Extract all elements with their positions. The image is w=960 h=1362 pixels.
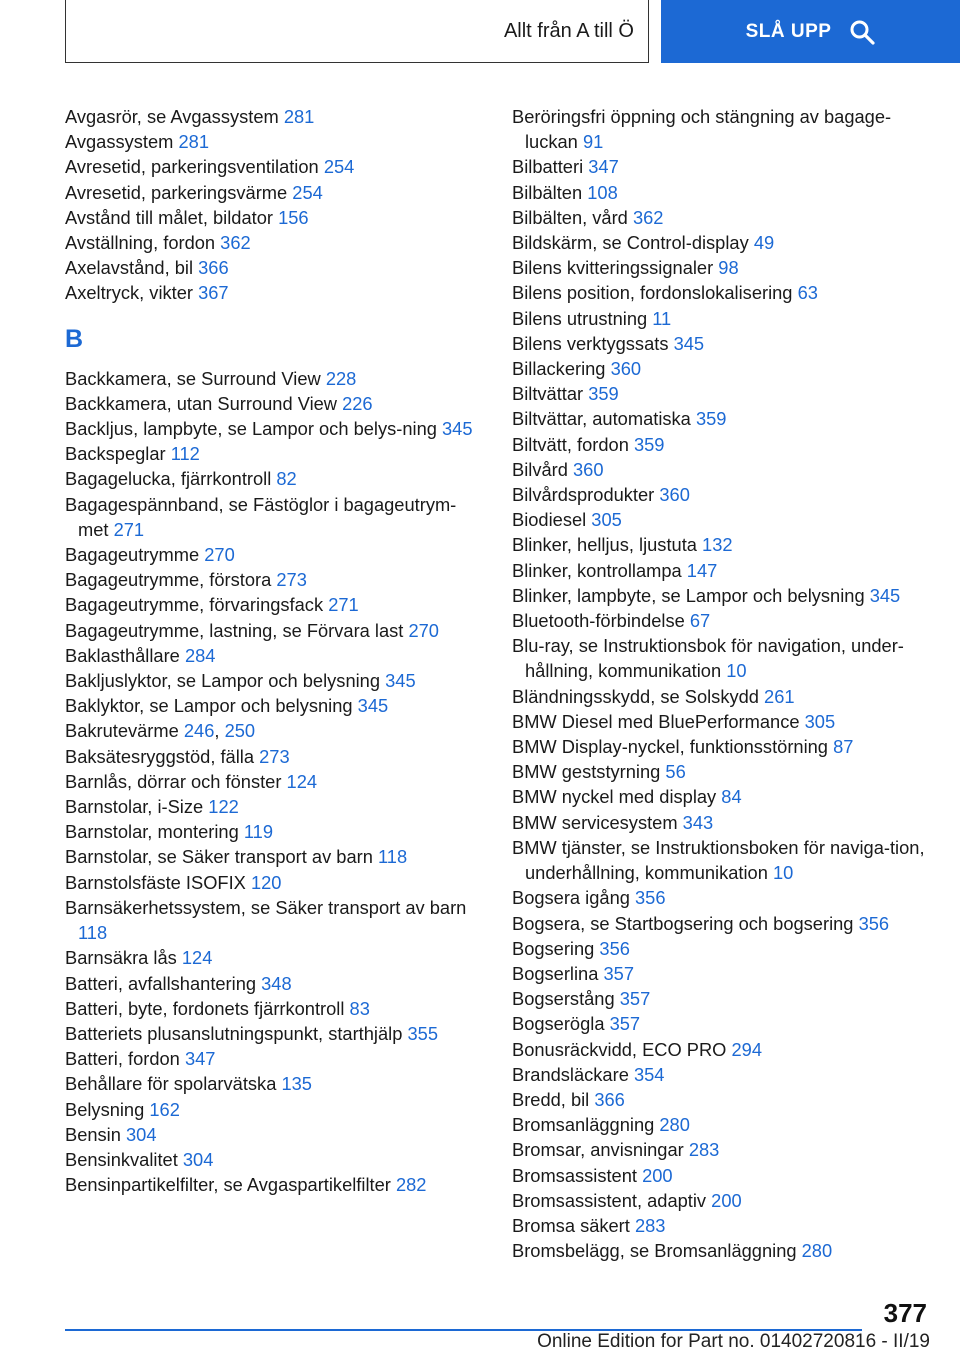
page-reference-link[interactable]: 356 xyxy=(858,912,890,934)
page-reference-link[interactable]: 120 xyxy=(250,871,282,893)
index-entry-term: Bonusräckvidd, ECO PRO xyxy=(512,1038,727,1060)
page-reference-link[interactable]: 281 xyxy=(178,131,209,153)
index-entry xyxy=(512,1238,932,1263)
page-reference-link[interactable]: 254 xyxy=(292,181,323,203)
page-reference-link[interactable]: 67 xyxy=(689,610,711,632)
page-reference-link[interactable]: 135 xyxy=(281,1073,312,1095)
page-reference-link[interactable]: 119 xyxy=(243,821,274,843)
index-entry xyxy=(65,1071,485,1096)
index-entry xyxy=(512,532,932,557)
page-reference-link[interactable]: 250 xyxy=(224,720,256,742)
index-column-left xyxy=(65,104,485,1197)
index-entry-term: Baksätesryggstöd, fälla xyxy=(65,745,255,767)
page-reference-link[interactable]: 147 xyxy=(686,559,718,581)
page-reference-link[interactable]: 83 xyxy=(349,997,370,1019)
index-entry-term: Bluetooth-förbindelse xyxy=(512,610,685,632)
index-entry xyxy=(512,810,932,835)
index-entry xyxy=(65,542,485,567)
index-entry-term: Biltvättar xyxy=(512,383,584,405)
page-reference-link[interactable]: 63 xyxy=(797,282,818,304)
index-entry xyxy=(512,482,932,507)
index-entry xyxy=(512,784,932,809)
index-entry xyxy=(65,1172,485,1197)
page-reference-link[interactable]: 357 xyxy=(609,1013,641,1035)
index-entry xyxy=(512,432,932,457)
index-entry-term: BMW Display-nyckel, funktionsstörning xyxy=(512,736,828,758)
page-reference-link[interactable]: 294 xyxy=(731,1038,762,1060)
index-entry-term: Bensin xyxy=(65,1123,121,1145)
index-entry-term: Bromsanläggning xyxy=(512,1114,655,1136)
page-reference-link[interactable]: 270 xyxy=(204,544,235,566)
index-entry xyxy=(512,684,932,709)
index-entry-term: Bogserstång xyxy=(512,988,615,1010)
page-reference-link[interactable]: 10 xyxy=(772,862,794,884)
index-entry-term: Blinker, kontrollampa xyxy=(512,559,682,581)
index-entry xyxy=(512,633,932,683)
index-entry xyxy=(65,466,485,491)
page-reference-link[interactable]: 270 xyxy=(408,619,439,641)
index-entry xyxy=(65,693,485,718)
index-entry-term: Bagageutrymme, lastning, se Förvara last xyxy=(65,619,404,641)
page-reference-link[interactable]: 124 xyxy=(286,770,318,792)
index-entry xyxy=(512,356,932,381)
page-reference-link[interactable]: 356 xyxy=(599,937,630,959)
index-entry xyxy=(65,366,485,391)
index-entry xyxy=(512,331,932,356)
index-entry xyxy=(65,844,485,869)
index-entry xyxy=(512,406,932,431)
index-entry-term: Blu-ray, se Instruktionsbok för navigation, under-hållning, kommunikation xyxy=(512,635,904,682)
index-entry-term: Bogsera igång xyxy=(512,887,630,909)
page-reference-link[interactable]: 122 xyxy=(208,796,239,818)
page-reference-link[interactable]: 359 xyxy=(633,433,665,455)
index-entry xyxy=(512,1213,932,1238)
index-entry-term: Backljus, lampbyte, se Lampor och belys-ning xyxy=(65,418,437,440)
index-entry-term: Bilens verktygssats xyxy=(512,332,669,354)
index-entry-term: Barnstolar, montering xyxy=(65,821,239,843)
index-entry xyxy=(65,567,485,592)
index-entry-term: Bakrutevärme xyxy=(65,720,179,742)
page-reference-link[interactable]: 49 xyxy=(753,232,775,254)
index-entry xyxy=(512,306,932,331)
index-entry xyxy=(65,769,485,794)
page-reference-link[interactable]: 345 xyxy=(673,332,705,354)
page-reference-link[interactable]: 283 xyxy=(688,1139,720,1161)
page-reference-link[interactable]: 228 xyxy=(325,367,357,389)
index-entry xyxy=(512,1062,932,1087)
index-entry: Bakrutevärme 246, 250 xyxy=(65,720,256,742)
page-reference-link[interactable]: 343 xyxy=(682,811,714,833)
index-entry-term: Bländningsskydd, se Solskydd xyxy=(512,685,759,707)
index-entry xyxy=(65,1147,485,1172)
index-entry xyxy=(512,154,932,179)
index-entry xyxy=(65,492,485,542)
page-reference-link[interactable]: 11 xyxy=(652,307,672,329)
index-entry xyxy=(65,819,485,844)
page-reference-link[interactable]: 345 xyxy=(869,584,901,606)
index-entry xyxy=(512,1087,932,1112)
page-reference-link[interactable]: 118 xyxy=(377,846,408,868)
page-reference-link[interactable]: 362 xyxy=(220,232,251,254)
index-entry-term: Bakljuslyktor, se Lampor och belysning xyxy=(65,670,381,692)
index-entry xyxy=(512,1112,932,1137)
page-reference-link[interactable]: 347 xyxy=(588,156,619,178)
index-entry-term: Blinker, helljus, ljustuta xyxy=(512,534,697,556)
page-reference-link[interactable]: 87 xyxy=(833,736,854,758)
index-entry xyxy=(65,592,485,617)
page-reference-link[interactable]: 304 xyxy=(126,1123,157,1145)
index-entry-term: Bogserögla xyxy=(512,1013,605,1035)
index-entry xyxy=(65,870,485,895)
page-reference-link[interactable]: 359 xyxy=(695,408,727,430)
index-entry xyxy=(512,709,932,734)
index-entry xyxy=(512,230,932,255)
page-reference-link[interactable]: 360 xyxy=(610,358,642,380)
index-entry-term: Beröringsfri öppning och stängning av bagage-luckan xyxy=(512,106,892,153)
index-entry xyxy=(65,104,485,129)
index-entry-term: Barnsäkra lås xyxy=(65,947,177,969)
index-entry xyxy=(65,744,485,769)
page-reference-link[interactable]: 271 xyxy=(328,594,359,616)
page-reference-link[interactable]: 108 xyxy=(587,181,618,203)
page-reference-link[interactable]: 56 xyxy=(665,761,686,783)
index-entry xyxy=(512,1037,932,1062)
index-entry-term: Bilbälten, vård xyxy=(512,206,628,228)
index-entry-term: Bogsera, se Startbogsering och bogsering xyxy=(512,912,854,934)
page-reference-link[interactable]: 162 xyxy=(149,1098,180,1120)
index-entry xyxy=(65,180,485,205)
page-reference-link[interactable]: 200 xyxy=(711,1189,742,1211)
index-entry xyxy=(65,230,485,255)
index-entry-term: Barnstolar, i-Size xyxy=(65,796,204,818)
page-reference-link[interactable]: 347 xyxy=(184,1048,216,1070)
page-reference-link[interactable]: 366 xyxy=(594,1088,625,1110)
index-entry xyxy=(512,734,932,759)
search-icon xyxy=(849,19,875,45)
page-reference-link[interactable]: 10 xyxy=(726,660,747,682)
index-entry xyxy=(512,986,932,1011)
index-entry xyxy=(65,996,485,1021)
index-entry-term: Biltvättar, automatiska xyxy=(512,408,691,430)
page-reference-link[interactable]: 280 xyxy=(801,1240,833,1262)
footer-edition: Online Edition for Part no. 01402720816 - II/19 xyxy=(537,1331,930,1352)
index-entry-term: Bogserlina xyxy=(512,962,599,984)
index-entry xyxy=(512,911,932,936)
page-reference-link[interactable]: 360 xyxy=(659,484,690,506)
index-entry xyxy=(512,835,932,885)
index-entry-term: Baklyktor, se Lampor och belysning xyxy=(65,695,353,717)
page-reference-link[interactable]: 280 xyxy=(659,1114,690,1136)
index-entry-term: Axeltryck, vikter xyxy=(65,282,193,304)
index-entry-term: Backspeglar xyxy=(65,443,166,465)
index-entry xyxy=(65,255,485,280)
index-entry xyxy=(512,381,932,406)
index-entry xyxy=(512,759,932,784)
index-entry-term: Billackering xyxy=(512,358,606,380)
page-reference-link[interactable]: 357 xyxy=(619,988,651,1010)
page-reference-link[interactable]: 304 xyxy=(182,1148,214,1170)
index-entry xyxy=(65,971,485,996)
index-entry xyxy=(512,1163,932,1188)
index-entry xyxy=(512,180,932,205)
index-entry-term: Biltvätt, fordon xyxy=(512,433,629,455)
index-entry-term: Bagagespännband, se Fästöglor i bagageutrym-met xyxy=(65,493,457,540)
page-reference-link[interactable]: 246 xyxy=(183,720,215,742)
page-reference-link[interactable]: 271 xyxy=(113,518,145,540)
page-reference-link[interactable]: 356 xyxy=(635,887,666,909)
section-letter: B xyxy=(65,324,84,353)
page-reference-link[interactable]: 281 xyxy=(283,106,315,127)
index-entry-term: Avgassystem xyxy=(65,131,174,153)
index-entry-term: Backkamera, utan Surround View xyxy=(65,392,337,414)
index-entry xyxy=(65,668,485,693)
index-entry-term: Barnlås, dörrar och fönster xyxy=(65,770,282,792)
page-reference-link[interactable]: 366 xyxy=(198,257,229,279)
page-reference-link[interactable]: 348 xyxy=(261,972,292,994)
index-entry-term: BMW nyckel med display xyxy=(512,786,717,808)
index-entry-term: Bilvårdsprodukter xyxy=(512,484,655,506)
page-reference-link[interactable]: 355 xyxy=(407,1022,438,1044)
page-reference-link[interactable]: 200 xyxy=(642,1164,673,1186)
index-entry xyxy=(512,1188,932,1213)
page-reference-link[interactable]: 132 xyxy=(702,534,733,556)
index-entry-term: Batteri, avfallshantering xyxy=(65,972,257,994)
index-entry-term: Barnstolsfäste ISOFIX xyxy=(65,871,246,893)
index-entry xyxy=(65,1021,485,1046)
index-entry xyxy=(65,154,485,179)
index-entry-term: Bredd, bil xyxy=(512,1088,590,1110)
index-entry xyxy=(512,583,932,608)
index-entry-term: Blinker, lampbyte, se Lampor och belysning xyxy=(512,584,865,606)
index-entry-term: Bilens position, fordonslokalisering xyxy=(512,282,793,304)
index-entry-term: Bilbatteri xyxy=(512,156,584,178)
page-reference-link[interactable]: 359 xyxy=(588,383,619,405)
index-entry xyxy=(512,457,932,482)
index-entry-term: Behållare för spolarvätska xyxy=(65,1073,277,1095)
page-reference-link[interactable]: 345 xyxy=(442,418,473,440)
page-reference-link[interactable]: 112 xyxy=(170,443,200,465)
page-reference-link[interactable]: 367 xyxy=(198,282,229,304)
index-entry-term: Batteri, fordon xyxy=(65,1048,180,1070)
index-entry xyxy=(65,129,485,154)
index-entry xyxy=(65,441,485,466)
search-button[interactable] xyxy=(661,0,960,63)
index-entry-term: Bilens kvitteringssignaler xyxy=(512,257,714,279)
page-reference-link[interactable]: 362 xyxy=(632,206,664,228)
index-entry-term: Bromsa säkert xyxy=(512,1214,630,1236)
page-reference-link[interactable]: 357 xyxy=(603,962,634,984)
section-title: Allt från A till Ö xyxy=(503,19,634,42)
page-reference-link[interactable]: 284 xyxy=(184,644,216,666)
index-entry xyxy=(512,255,932,280)
index-entry xyxy=(512,558,932,583)
index-entry-term: Bensinkvalitet xyxy=(65,1148,178,1170)
index-entry-term: Belysning xyxy=(65,1098,145,1120)
page-reference-link[interactable]: 282 xyxy=(395,1174,427,1196)
index-entry-term: Barnsäkerhetssystem, se Säker transport av barn xyxy=(65,896,467,918)
index-entry-term: Bildskärm, se Control-display xyxy=(512,232,749,254)
page-reference-link[interactable]: 273 xyxy=(276,569,307,591)
index-group-b xyxy=(65,366,485,1198)
index-entry-term: Avresetid, parkeringsventilation xyxy=(65,156,319,178)
index-entry-term: BMW geststyrning xyxy=(512,761,661,783)
index-entry-term: Bromsbelägg, se Bromsanläggning xyxy=(512,1240,797,1262)
page-reference-link[interactable]: 124 xyxy=(181,947,213,969)
index-entry xyxy=(65,1122,485,1147)
index-entry-term: Bagageutrymme xyxy=(65,544,200,566)
page-reference-link[interactable]: 283 xyxy=(634,1214,666,1236)
index-group-b-continued xyxy=(512,104,932,1263)
index-column-right xyxy=(512,104,932,1263)
index-entry xyxy=(512,885,932,910)
index-entry-term: Bagagelucka, fjärrkontroll xyxy=(65,468,272,490)
page-reference-link[interactable]: 305 xyxy=(591,509,622,531)
index-entry xyxy=(512,507,932,532)
index-entry xyxy=(65,391,485,416)
index-entry-term: Avställning, fordon xyxy=(65,232,216,254)
index-entry-term: BMW servicesystem xyxy=(512,811,678,833)
page-reference-link[interactable]: 98 xyxy=(718,257,739,279)
page-reference-link[interactable]: 82 xyxy=(276,468,297,490)
index-entry xyxy=(65,643,485,668)
page-reference-link[interactable]: 156 xyxy=(278,206,309,228)
index-entry-term: Bensinpartikelfilter, se Avgaspartikelfilter xyxy=(65,1174,391,1196)
index-entry-term: Backkamera, se Surround View xyxy=(65,367,321,389)
index-entry-term: Avgasrör, se Avgassystem xyxy=(65,106,279,127)
index-entry xyxy=(512,205,932,230)
index-entry-term: Batteri, byte, fordonets fjärrkontroll xyxy=(65,997,345,1019)
page-reference-link[interactable]: 305 xyxy=(804,710,836,732)
index-entry-term: Bagageutrymme, förvaringsfack xyxy=(65,594,324,616)
index-entry xyxy=(65,618,485,643)
page-reference-link[interactable]: 273 xyxy=(259,745,290,767)
page-reference-link[interactable]: 226 xyxy=(342,392,373,414)
index-entry-term: Brandsläckare xyxy=(512,1063,629,1085)
page-reference-link[interactable]: 261 xyxy=(764,685,795,707)
page-reference-link[interactable]: 360 xyxy=(572,458,604,480)
index-entry xyxy=(65,1046,485,1071)
index-group-a xyxy=(65,104,485,306)
index-entry-term: Batteriets plusanslutningspunkt, starthjälp xyxy=(65,1022,403,1044)
page-reference-link[interactable]: 254 xyxy=(323,156,355,178)
index-entry xyxy=(512,961,932,986)
index-entry-term: BMW tjänster, se Instruktionsboken för naviga-tion, underhållning, kommunikation xyxy=(512,836,925,884)
index-entry-term: Bilvård xyxy=(512,458,568,480)
index-entry xyxy=(512,936,932,961)
page-reference-link[interactable]: 91 xyxy=(582,131,604,153)
index-entry-term: Bilbälten xyxy=(512,181,583,203)
page-reference-link[interactable]: 345 xyxy=(385,670,416,692)
index-entry-term: BMW Diesel med BluePerformance xyxy=(512,710,800,732)
index-entry-term: Biodiesel xyxy=(512,509,587,531)
index-entry xyxy=(512,1137,932,1162)
page-reference-link[interactable]: 118 xyxy=(78,922,108,944)
index-entry-term: Bogsering xyxy=(512,937,595,959)
index-entry xyxy=(65,794,485,819)
index-entry-term: Avstånd till målet, bildator xyxy=(65,206,273,228)
index-entry-term: Baklasthållare xyxy=(65,644,180,666)
index-entry-term: Bromsar, anvisningar xyxy=(512,1139,684,1161)
index-entry xyxy=(512,1011,932,1036)
index-entry-term: Bromsassistent xyxy=(512,1164,637,1186)
index-entry-term: Bromsassistent, adaptiv xyxy=(512,1189,707,1211)
page-reference-link[interactable]: 345 xyxy=(357,695,389,717)
search-label: SLÅ UPP xyxy=(745,20,832,42)
index-entry xyxy=(65,945,485,970)
section-title-box xyxy=(65,0,649,63)
page-reference-link[interactable]: 84 xyxy=(721,786,742,808)
index-entry-term: Bilens utrustning xyxy=(512,307,648,329)
index-entry-term: Barnstolar, se Säker transport av barn xyxy=(65,846,373,868)
index-entry xyxy=(65,895,485,945)
index-entry xyxy=(65,205,485,230)
page-number: 377 xyxy=(883,1298,927,1328)
index-entry-term: Avresetid, parkeringsvärme xyxy=(65,181,288,203)
index-entry xyxy=(65,280,485,305)
index-entry-term: Axelavstånd, bil xyxy=(65,257,194,279)
page-reference-link[interactable]: 354 xyxy=(633,1063,665,1085)
index-entry-term: Bagageutrymme, förstora xyxy=(65,569,272,591)
index-entry xyxy=(65,416,485,441)
index-entry xyxy=(512,104,932,154)
index-entry xyxy=(512,280,932,305)
index-entry xyxy=(65,1097,485,1122)
index-entry xyxy=(512,608,932,633)
